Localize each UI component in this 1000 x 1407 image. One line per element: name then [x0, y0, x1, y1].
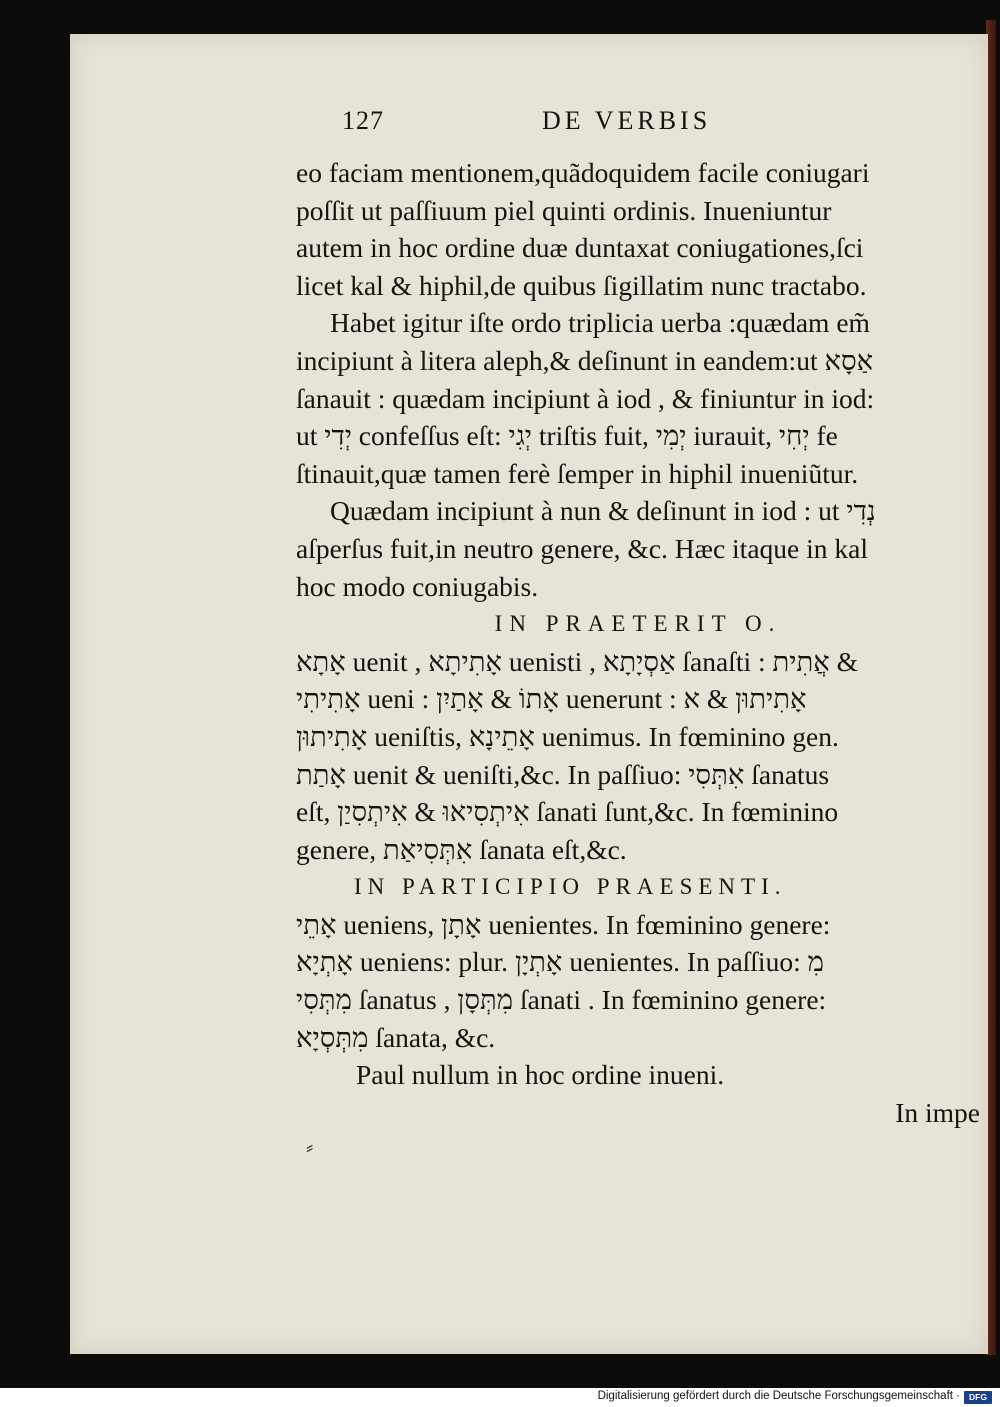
section-heading-praeterito: IN PRAETERIT O.: [494, 611, 782, 637]
text-line: eo faciam mentionem,quãdoquidem facile coniugari: [296, 157, 870, 188]
text-line: אָתִיתוּן ueniſtis, אָתֵינָא uenimus. In fœminino gen.: [296, 720, 839, 752]
section-heading-participio: IN PARTICIPIO PRAESENTI.: [354, 874, 787, 900]
text-line: מִתְּסְיָא ſanata, &c.: [296, 1021, 496, 1053]
text-line: Quædam incipiunt à nun & deſinunt in iod : ut נְדִי: [330, 495, 876, 527]
text-line: ut יְדִי confeſſus eſt: יְגִי triſtis fuit, יְמִי iurauit, יְחִי fe: [296, 420, 838, 452]
text-line: genere, אִתְּסִיאַת ſanata eſt,&c.: [296, 833, 627, 865]
text-line: אָתֵי ueniens, אָתָן uenientes. In fœminino genere:: [296, 908, 831, 940]
text-line: Paul nullum in hoc ordine inueni.: [356, 1059, 725, 1091]
page-number: 127: [342, 106, 384, 135]
text-line: incipiunt à litera aleph,& deſinunt in eandem:ut אַסָא: [296, 344, 874, 376]
dfg-logo-icon: DFG: [964, 1391, 992, 1404]
text-line: poſſit ut paſſiuum piel quinti ordinis. Inueniuntur: [296, 194, 832, 226]
text-line: ſanauit : quædam incipiunt à iod , & finiuntur in iod:: [296, 382, 875, 414]
margin-mark: ⸗: [306, 1134, 314, 1159]
text-line: ſtinauit,quæ tamen ferè ſemper in hiphil inueniũtur.: [296, 457, 859, 489]
text-line: מִתְּסִי ſanatus , מִתְּסָן ſanati . In fœminino genere:: [296, 984, 827, 1016]
footer-bar: [0, 1388, 1000, 1407]
footer-credit: Digitalisierung gefördert durch die Deutsche Forschungsgemeinschaft ·: [597, 1390, 960, 1402]
catchword: In impe: [895, 1096, 980, 1128]
text-line: Habet igitur iſte ordo triplicia uerba :quædam em̃: [330, 307, 870, 339]
text-line: אָתְיָא ueniens: plur. אָתְיָן uenientes. In paſſiuo: מִ: [296, 946, 824, 978]
text-line: אָתָא uenit , אָתִיתָא uenisti , אַסְיָתָא ſanaſti : אֲתִית &: [296, 645, 859, 677]
running-title: DE VERBIS: [542, 106, 712, 135]
page-text: [296, 106, 980, 1131]
text-line: licet kal & hiphil,de quibus ſigillatim nunc tractabo.: [296, 269, 867, 301]
text-line: אָתַת uenit & ueniſti,&c. In paſſiuo: אִתְּסִי ſanatus: [296, 758, 830, 790]
text-line: אָתִיתִי ueni : אָתוֹ & אָתַיִן uenerunt : אָתִיתוּן & א: [296, 683, 807, 715]
text-line: autem in hoc ordine duæ duntaxat coniugationes,ſci: [296, 232, 864, 264]
text-line: aſperſus fuit,in neutro genere, &c. Hæc itaque in kal: [296, 532, 868, 564]
text-line: hoc modo coniugabis.: [296, 570, 539, 602]
text-line: eſt, אִיתְסִיאוּ & אִיתְסִיַן ſanati ſunt,&c. In fœminino: [296, 796, 839, 828]
running-head: [296, 106, 980, 154]
